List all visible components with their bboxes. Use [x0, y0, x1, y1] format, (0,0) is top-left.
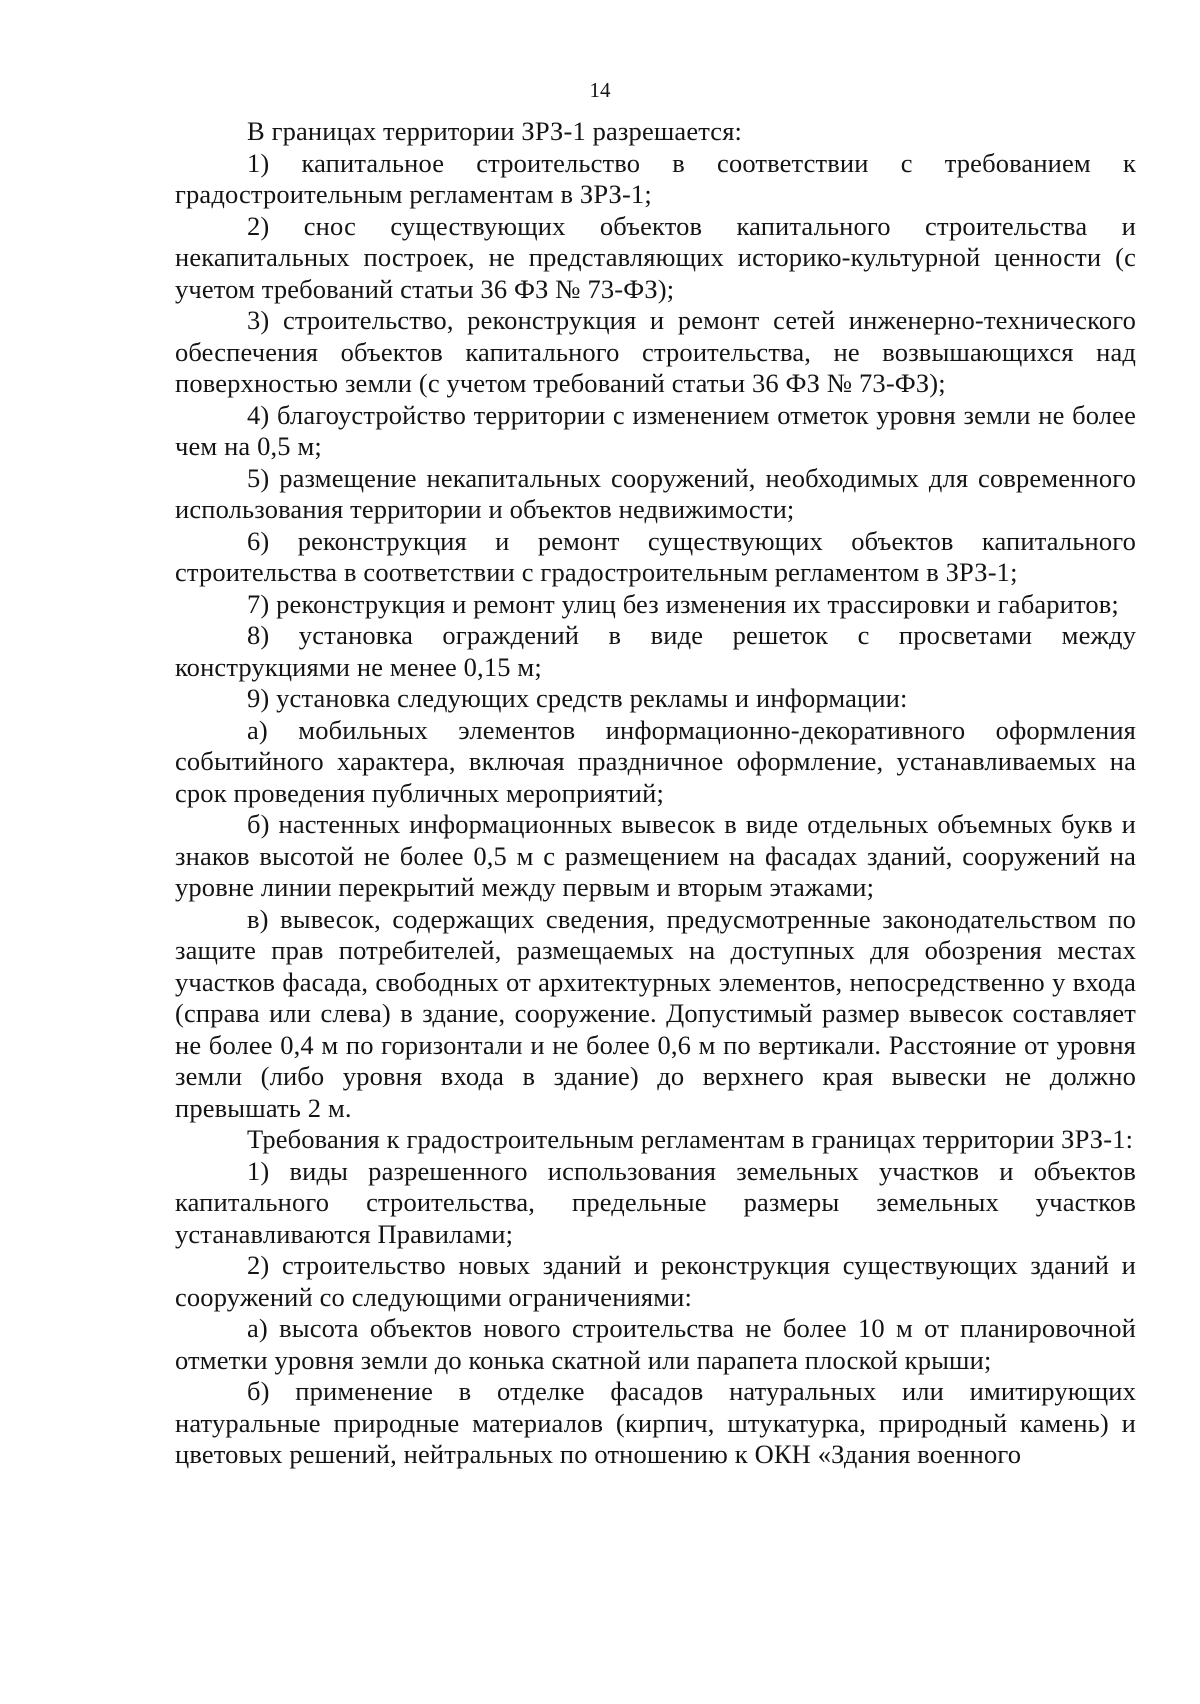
- requirement-item-2: 2) строительство новых зданий и реконструкция существующих зданий и сооружений со следующими ограничениями:: [175, 1250, 1136, 1312]
- requirement-subitem-b: б) применение в отделке фасадов натуральных или имитирующих натуральные природные материалов (кирпич, штукатурка, природный камень) и цветовых решений, нейтральных по отношению к ОКН «Здания военного: [175, 1376, 1136, 1469]
- paragraph-item-2: 2) снос существующих объектов капитального строительства и некапитальных построек, не представляющих историко-культурной ценности (с учетом требований статьи 36 ФЗ № 73-ФЗ);: [175, 210, 1136, 304]
- requirement-item-1: 1) виды разрешенного использования земельных участков и объектов капитального строительства, предельные размеры земельных участков устанавливаются Правилами;: [175, 1155, 1136, 1249]
- paragraph-subitem-a: а) мобильных элементов информационно-декоративного оформления событийного характера, включая праздничное оформление, устанавливаемых на срок проведения публичных мероприятий;: [175, 714, 1136, 808]
- requirement-subitem-a: а) высота объектов нового строительства не более 10 м от планировочной отметки уровня земли до конька скатной или парапета плоской крыши;: [175, 1313, 1136, 1375]
- requirements-heading-paragraph: Требования к градостроительным регламентам в границах территории ЗРЗ-1:: [247, 1124, 1134, 1154]
- paragraph-item-1: 1) капитальное строительство в соответствии с требованием к градостроительным регламентам в ЗРЗ-1;: [175, 147, 1136, 209]
- paragraph-item-8: 8) установка ограждений в виде решеток с просветами между конструкциями не менее 0,15 м;: [175, 620, 1136, 682]
- paragraph-item-6: 6) реконструкция и ремонт существующих объектов капитального строительства в соответствии с градостроительным регламентом в ЗРЗ-1;: [175, 525, 1136, 587]
- paragraph-item-9: 9) установка следующих средств рекламы и информации:: [247, 683, 908, 713]
- paragraph-subitem-b: б) настенных информационных вывесок в виде отдельных объемных букв и знаков высотой не более 0,5 м с размещением на фасадах зданий, сооружений на уровне линии перекрытий между первым и вторым этажами;: [175, 809, 1136, 902]
- paragraph-item-3: 3) строительство, реконструкция и ремонт сетей инженерно-технического обеспечения объектов капитального строительства, не возвышающихся над поверхностью земли (с учетом требований статьи 36 ФЗ № 73-ФЗ);: [175, 305, 1136, 398]
- intro-paragraph: В границах территории ЗРЗ-1 разрешается:: [247, 116, 743, 146]
- page-number: 14: [589, 78, 611, 102]
- paragraph-subitem-v: в) вывесок, содержащих сведения, предусмотренные законодательством по защите прав потребителей, размещаемых на доступных для обозрения местах участков фасада, свободных от архитектурных элементов, непосредственно у входа (справа или слева) в здание, сооружение. Допустимый размер вывесок составляет не более 0,4 м по горизонтали и не более 0,6 м по вертикали. Расстояние от уровня земли (либо уровня входа в здание) до верхнего края вывески не должно превышать 2 м.: [175, 903, 1136, 1123]
- paragraph-item-5: 5) размещение некапитальных сооружений, необходимых для современного использования территории и объектов недвижимости;: [175, 462, 1136, 524]
- paragraph-item-7: 7) реконструкция и ремонт улиц без изменения их трассировки и габаритов;: [247, 588, 1119, 619]
- paragraph-item-4: 4) благоустройство территории с изменением отметок уровня земли не более чем на 0,5 м;: [175, 399, 1136, 461]
- document-body: [175, 116, 1136, 1471]
